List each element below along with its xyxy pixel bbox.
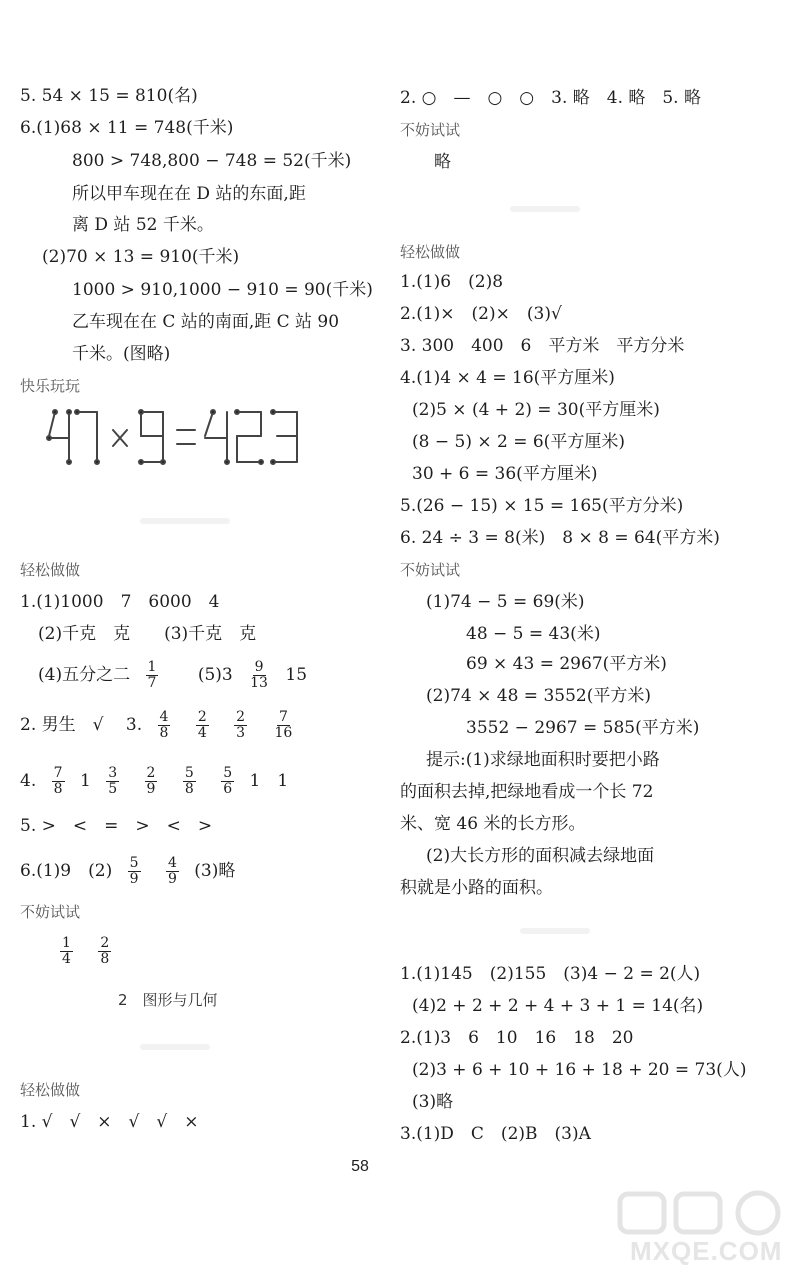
answer-line: 乙车现在在 C 站的南面,距 C 站 90 bbox=[72, 312, 340, 332]
answer-line: 5. > < = > < > bbox=[20, 816, 213, 836]
answer-line: (2)5 × (4 + 2) = 30(平方厘米) bbox=[412, 400, 660, 420]
answer-line: 2.(1)× (2)× (3)√ bbox=[400, 304, 562, 324]
answer-line: 69 × 43 = 2967(平方米) bbox=[466, 654, 667, 674]
answer-line: (2)千克 克 (3)千克 克 bbox=[38, 624, 257, 644]
answer-line: 2.(1)3 6 10 16 18 20 bbox=[400, 1028, 634, 1048]
answer-line: 4. $\frac{7}{8}$ 1 $\frac{3}{5}$ $\frac{2}{9}$ $\frac{5}{8}$ $\frac{5}{6}$ 1 1 bbox=[20, 765, 289, 797]
answer-line: (4)五分之二 $\frac{1}{7}$ (5)3 $\frac{9}{13}$ 15 bbox=[38, 659, 308, 691]
section-heading: 不妨试试 bbox=[400, 561, 461, 579]
section-heading: 轻松做做 bbox=[400, 243, 461, 261]
section-heading: 快乐玩玩 bbox=[20, 377, 81, 395]
answer-line: 5.(26 − 15) × 15 = 165(平方分米) bbox=[400, 496, 684, 516]
answer-line: 3552 − 2967 = 585(平方米) bbox=[466, 718, 700, 738]
chapter-heading: 2 图形与几何 bbox=[118, 991, 218, 1009]
answer-line: (3)略 bbox=[412, 1092, 454, 1112]
matchstick-equation-figure bbox=[45, 408, 315, 470]
watermark-text: MXQE.COM bbox=[630, 1236, 783, 1266]
answer-line: 3.(1)D C (2)B (3)A bbox=[400, 1124, 591, 1144]
hint-line: (2)大长方形的面积减去绿地面 bbox=[426, 846, 655, 866]
answer-line: (2)70 × 13 = 910(千米) bbox=[42, 247, 240, 267]
section-heading: 轻松做做 bbox=[20, 561, 81, 579]
answer-line: 2. 男生 √ 3. $\frac{4}{8}$ $\frac{2}{4}$ $\frac{2}{3}$ $\frac{7}{16}$ bbox=[20, 709, 293, 741]
answer-line: 1.(1)6 (2)8 bbox=[400, 272, 504, 292]
fraction: $\frac{9}{13}$ bbox=[250, 659, 268, 691]
answer-line: 1.(1)145 (2)155 (3)4 − 2 = 2(人) bbox=[400, 964, 701, 984]
answer-line: (2)74 × 48 = 3552(平方米) bbox=[426, 686, 651, 706]
answer-line: (1)74 − 5 = 69(米) bbox=[426, 592, 585, 612]
answer-line: $\frac{1}{4}$ $\frac{2}{8}$ bbox=[62, 935, 110, 967]
answer-line: 4.(1)4 × 4 = 16(平方厘米) bbox=[400, 368, 615, 388]
hint-line: 积就是小路的面积。 bbox=[400, 878, 553, 898]
section-heading: 不妨试试 bbox=[400, 121, 461, 139]
faded-heading-mark bbox=[140, 1044, 210, 1050]
faded-heading-mark bbox=[140, 518, 230, 524]
answer-line: 1.(1)1000 7 6000 4 bbox=[20, 592, 220, 612]
answer-line: 离 D 站 52 千米。 bbox=[72, 215, 214, 235]
answer-line: 略 bbox=[434, 152, 451, 172]
answer-line: 48 − 5 = 43(米) bbox=[466, 624, 601, 644]
answer-line: 2. ○ — ○ ○ 3. 略 4. 略 5. 略 bbox=[400, 88, 701, 108]
answer-line: 5. 54 × 15 = 810(名) bbox=[20, 86, 198, 106]
answer-line: 3. 300 400 6 平方米 平方分米 bbox=[400, 336, 685, 356]
faded-heading-mark bbox=[510, 206, 580, 212]
faded-heading-mark bbox=[520, 928, 590, 934]
answer-line: (2)3 + 6 + 10 + 16 + 18 + 20 = 73(人) bbox=[412, 1060, 747, 1080]
page-number: 58 bbox=[351, 1158, 369, 1175]
answer-line: 1000 > 910,1000 − 910 = 90(千米) bbox=[72, 280, 373, 300]
hint-line: 提示:(1)求绿地面积时要把小路 bbox=[426, 750, 660, 770]
answer-line: 800 > 748,800 − 748 = 52(千米) bbox=[72, 151, 352, 171]
answer-line: 所以甲车现在在 D 站的东面,距 bbox=[72, 184, 306, 204]
section-heading: 轻松做做 bbox=[20, 1081, 81, 1099]
answer-line: 6.(1)9 (2) $\frac{5}{9}$ $\frac{4}{9}$ (3)略 bbox=[20, 855, 236, 887]
answer-line: 6.(1)68 × 11 = 748(千米) bbox=[20, 118, 234, 138]
hint-line: 米、宽 46 米的长方形。 bbox=[400, 814, 586, 834]
answer-line: 1. √ √ × √ √ × bbox=[20, 1112, 199, 1132]
answer-line: 千米。(图略) bbox=[72, 344, 171, 364]
fraction: $\frac{1}{7}$ bbox=[147, 659, 157, 691]
answer-line: 30 + 6 = 36(平方厘米) bbox=[412, 464, 598, 484]
answer-line: (4)2 + 2 + 2 + 4 + 3 + 1 = 14(名) bbox=[412, 996, 704, 1016]
answer-line: (8 − 5) × 2 = 6(平方厘米) bbox=[412, 432, 625, 452]
hint-line: 的面积去掉,把绿地看成一个长 72 bbox=[400, 782, 654, 802]
answer-line: 6. 24 ÷ 3 = 8(米) 8 × 8 = 64(平方米) bbox=[400, 528, 720, 548]
section-heading: 不妨试试 bbox=[20, 903, 81, 921]
